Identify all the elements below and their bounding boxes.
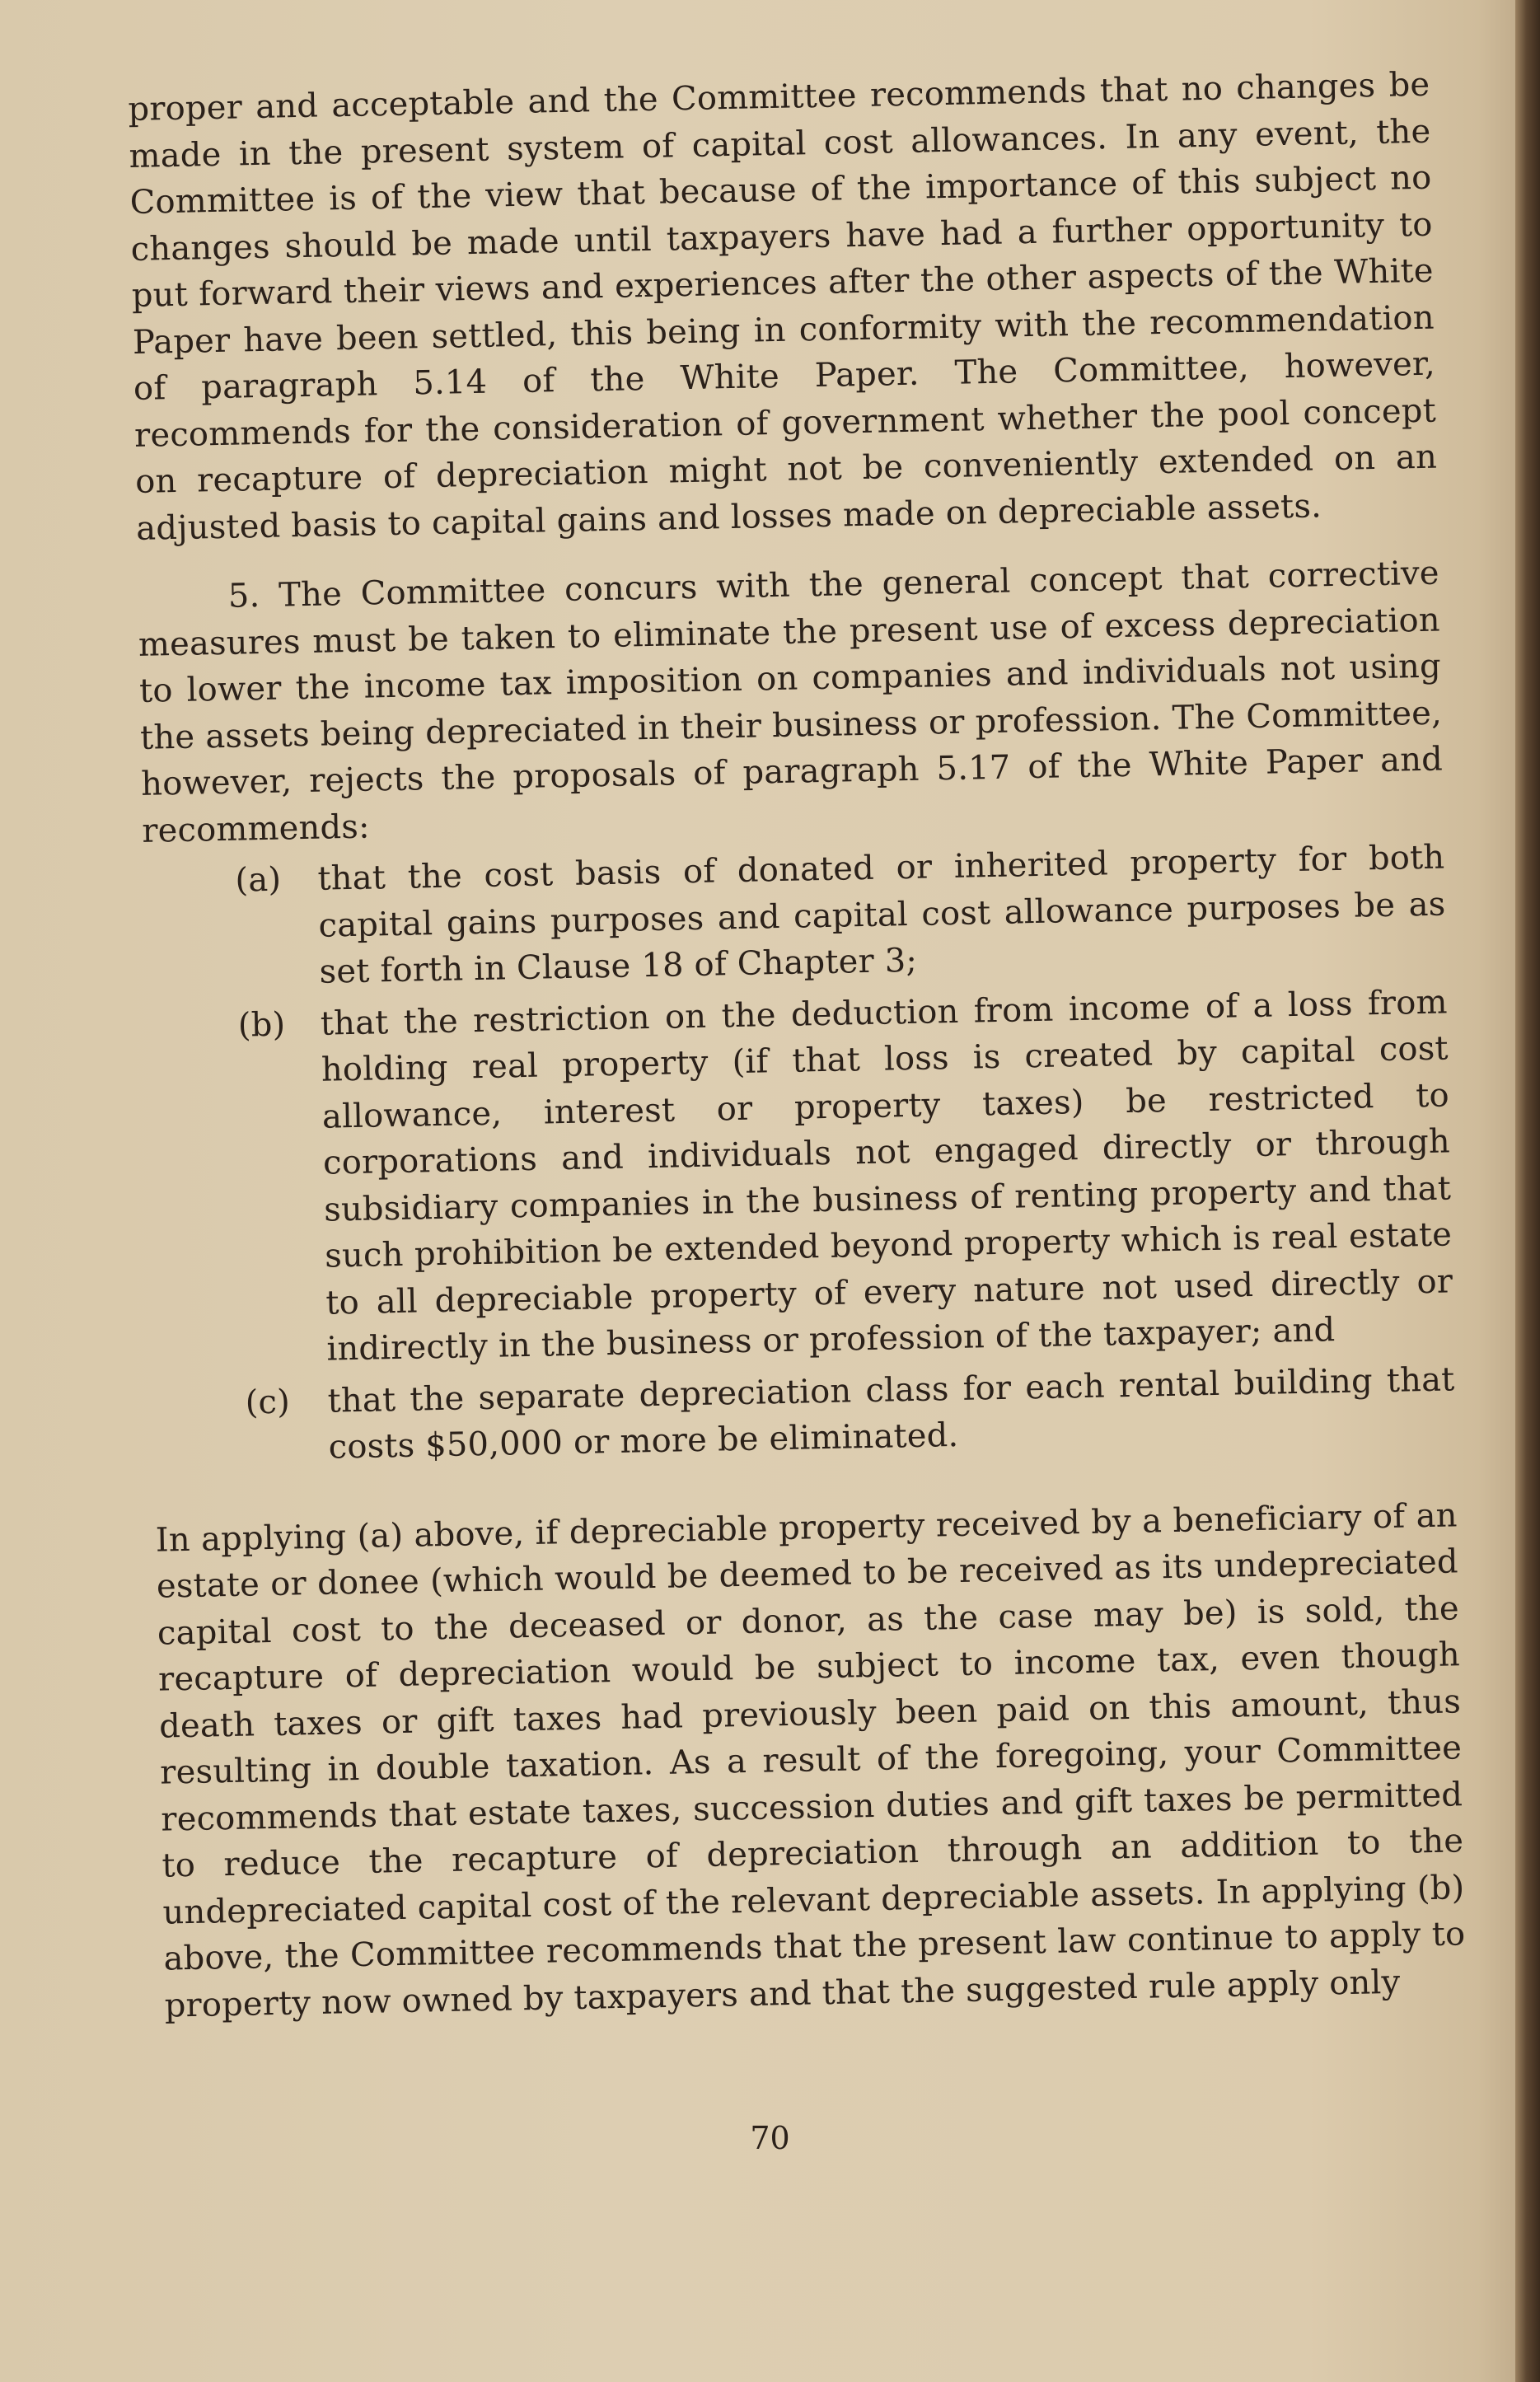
list-item-text: that the separate depreciation class for each rental building that costs $50,000 or more be eliminated. [327,1359,1455,1467]
recommendations-list [143,834,1456,1474]
list-item-text: that the restriction on the deduction from income of a loss from holding real property (if that loss is created by capital cost allowance, interest or property taxes) be restricted to corporations and individuals not engaged directly or through subsidiary companies in the business of renting property and that such prohibition be extended beyond property which is real estate to all depreciable property of every nature not used directly or indirectly in the business or profession of the taxpayer; and [320,982,1453,1369]
list-item [145,979,1453,1376]
continued-paragraph: proper and acceptable and the Committee recommends that no changes be made in the present system of capital cost allowances. In any event, the Committee is of the view that because of the importance of this subject no changes should be made until taxpayers have had a further opportunity to put forward their views and experiences after the other aspects of the White Paper have been settled, this being in conformity with the recommendation of paragraph 5.14 of the White Paper. The Committee, however, recommends for the consideration of government whether the pool concept on recapture of depreciation might not be conveniently extended on an adjusted basis to capital gains and losses made on depreciable assets. [128,65,1438,548]
list-item-label: (a) [235,860,282,900]
final-paragraph: In applying (a) above, if depreciable property received by a beneficiary of an estate or donee (which would be deemed to be received as its undepreciated capital cost to the deceased or donor, as the case may be) is sold, the recapture of depreciation would be subject to income tax, even though death taxes or gift taxes had previously been paid on this amount, thus resulting in double taxation. As a result of the foregoing, your Committee recommends that estate taxes, succession duties and gift taxes be permitted to reduce the recapture of depreciation through an addition to the undepreciated capital cost of the relevant depreciable assets. In applying (b) above, the Committee recommends that the present law continue to apply to property now owned by taxpayers and that the suggested rule apply only [155,1495,1466,2025]
list-item-label: (b) [237,1005,286,1045]
list-item-label: (c) [245,1383,291,1422]
list-item [143,834,1447,999]
list-item-text: that the cost basis of donated or inherited property for both capital gains purposes and capital cost allowance purposes be as set forth in Clause 18 of Chapter 3; [317,838,1446,991]
page-number: 70 [750,2120,790,2156]
page-edge-shadow [1515,0,1540,2382]
paragraph-5: 5. The Committee concurs with the general concept that corrective measures must be taken to eliminate the present use of excess depreciation to lower the income tax imposition on companies and individuals not using the assets being depreciated in their business or profession. The Committee, however, rejects the proposals of paragraph 5.17 of the White Paper and recommends: [138,554,1444,850]
page-body [128,62,1470,2196]
list-item [152,1356,1456,1474]
